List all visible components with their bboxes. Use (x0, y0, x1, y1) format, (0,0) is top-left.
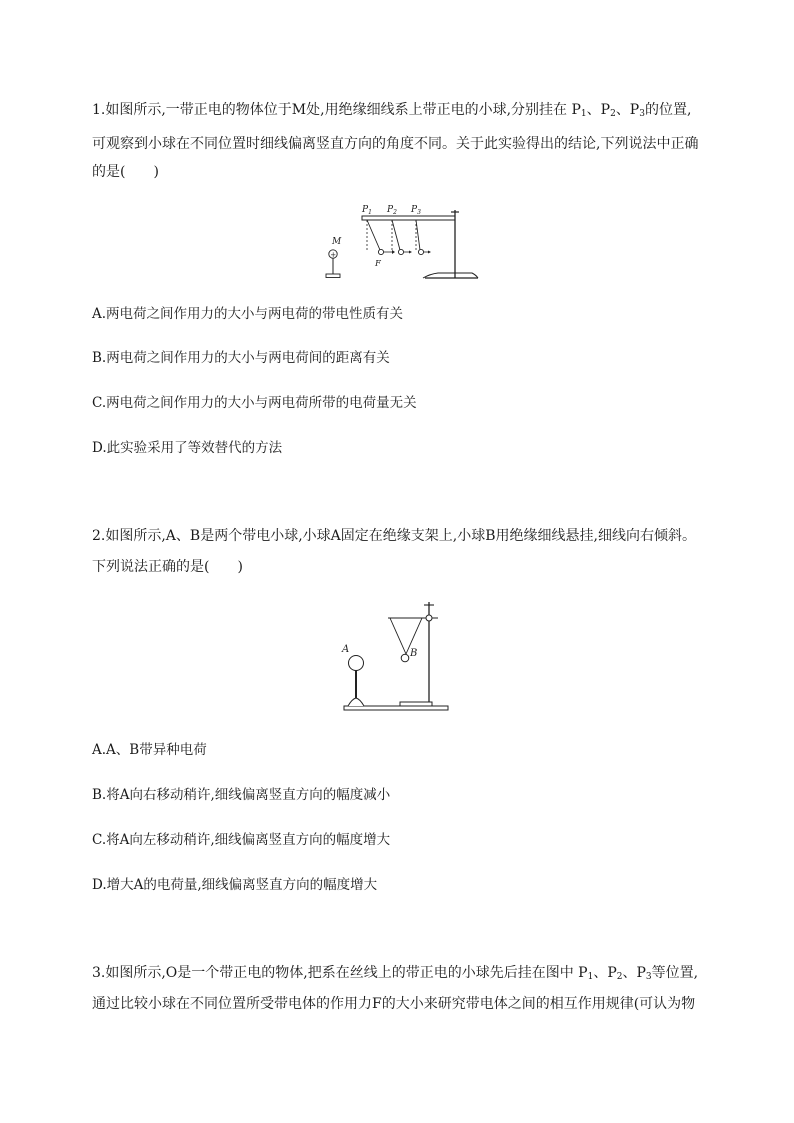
q2-stem-line1: 2.如图所示,A、B是两个带电小球,小球A固定在绝缘支架上,小球B用绝缘细线悬挂,细线向右倾斜。 (92, 528, 696, 544)
q1-label-p3: $P_3$ (411, 205, 421, 216)
q2-option-c[interactable]: C.将A向左移动稍许,细线偏离竖直方向的幅度增大 (92, 832, 391, 848)
q1-option-b[interactable]: B.两电荷之间作用力的大小与两电荷间的距离有关 (92, 350, 390, 366)
q2-option-b[interactable]: B.将A向右移动稍许,细线偏离竖直方向的幅度减小 (92, 787, 391, 803)
q2-base (344, 706, 448, 710)
q3-stem-line1: 3.如图所示,O是一个带正电的物体,把系在丝线上的带正电的小球先后挂在图中 $P_1$、$P_2$、$P_3$等位置, (92, 965, 699, 982)
q1-label-m: M (332, 237, 342, 247)
q3-stem-line2: 通过比较小球在不同位置所受带电体的作用力F的大小来研究带电体之间的相互作用规律(可认为物 (92, 996, 696, 1012)
q1-option-d[interactable]: D.此实验采用了等效替代的方法 (92, 440, 283, 456)
q1-stem-line1: 1.如图所示,一带正电的物体位于M处,用绝缘细线系上带正电的小球,分别挂在 $P_1$、$P_2$、$P_3$的位置, (92, 102, 692, 119)
q2-ball-a (349, 656, 364, 671)
q2-ball-b (401, 654, 409, 662)
q1-thread-p1 (367, 220, 380, 250)
q2-option-a[interactable]: A.A、B带异种电荷 (92, 742, 207, 758)
q1-label-p2: $P_2$ (387, 205, 397, 216)
q2-label-b: B (410, 648, 418, 659)
q1-horizontal-bar (362, 216, 455, 220)
q2-option-d[interactable]: D.增大A的电荷量,细线偏离竖直方向的幅度增大 (92, 877, 378, 893)
q2-support-foot (348, 698, 364, 706)
q1-option-c[interactable]: C.两电荷之间作用力的大小与两电荷所带的电荷量无关 (92, 395, 417, 411)
q1-stem-line2: 可观察到小球在不同位置时细线偏离竖直方向的角度不同。关于此实验得出的结论,下列说法中正确 (92, 136, 699, 152)
q1-ball-p1 (378, 249, 383, 254)
q1-label-f: F (375, 259, 381, 269)
q1-stand-foot (423, 273, 478, 278)
q1-figure-pendulum-apparatus (320, 198, 480, 284)
q2-thread-left (390, 618, 406, 654)
q1-thread-p3 (416, 220, 420, 250)
q2-stem-line2: 下列说法正确的是( ) (92, 559, 243, 575)
q1-stem-line3: 的是( ) (92, 164, 159, 180)
q2-stand-foot (400, 702, 432, 706)
q1-ball-p3 (418, 249, 423, 254)
q1-label-p1: $P_1$ (362, 205, 372, 216)
svg-text:+: + (330, 251, 337, 259)
q1-option-a[interactable]: A.两电荷之间作用力的大小与两电荷的带电性质有关 (92, 306, 404, 322)
q1-ball-p2 (398, 249, 403, 254)
q2-label-a: A (342, 644, 350, 655)
q1-thread-p2 (392, 220, 400, 250)
q2-figure-charged-spheres (338, 600, 454, 718)
